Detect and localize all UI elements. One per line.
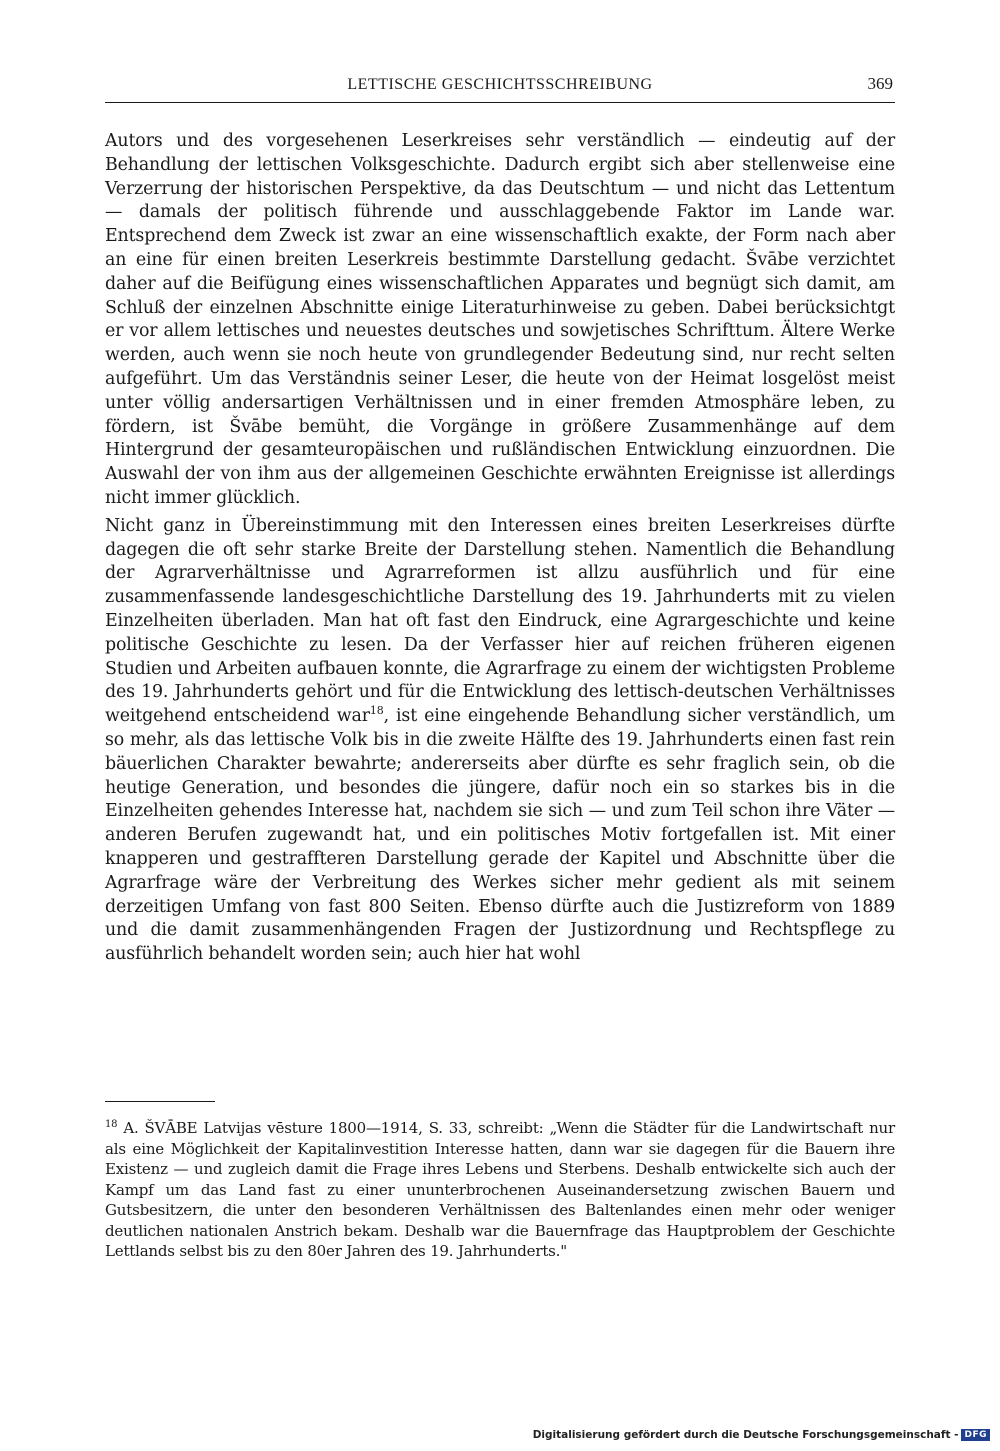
running-header bbox=[105, 74, 895, 103]
paragraph-1 bbox=[105, 130, 895, 511]
running-title: LETTISCHE GESCHICHTSSCHREIBUNG bbox=[347, 76, 653, 93]
paragraph-1-text: Autors und des vorgesehenen Leserkreises sehr verständlich — eindeutig auf der Behandlung der lettischen Volksgeschichte. Dadurch ergibt sich aber stellenweise eine Verzerrung der historischen Perspektive, da das Deutschtum — und nicht das Lettentum — damals der politisch führende und ausschlaggebende Faktor im Lande war. Entsprechend dem Zweck ist zwar an eine wissenschaftlich exakte, der Form nach aber an eine für einen breiten Leserkreis bestimmte Darstellung gedacht. Švābe verzichtet daher auf die Beifügung eines wissenschaftlichen Apparates und begnügt sich damit, am Schluß der einzelnen Abschnitte einige Literaturhinweise zu geben. Dabei berücksichtgt er vor allem lettisches und neuestes deutsches und sowjetisches Schrifttum. Ältere Werke werden, auch wenn sie noch heute von grundlegender Bedeutung sind, nur recht selten aufgeführt. Um das Verständnis seiner Leser, die heute von der Heimat losgelöst meist unter völlig andersartigen Verhältnissen und in einer fremden Atmosphäre leben, zu fördern, ist Švābe bemüht, die Vorgänge in größere Zusammenhänge auf dem Hintergrund der gesamteuropäischen und rußländischen Entwicklung einzuordnen. Die Auswahl der von ihm aus der allgemeinen Geschichte erwähnten Ereignisse ist allerdings nicht immer glücklich. bbox=[105, 131, 895, 508]
footnote-divider bbox=[105, 1101, 215, 1102]
dfg-logo-icon: DFG bbox=[961, 1429, 990, 1441]
credit-text: Digitalisierung gefördert durch die Deutsche Forschungsgemeinschaft - bbox=[532, 1429, 959, 1441]
footnote-mark: 18 bbox=[105, 1119, 118, 1130]
footnote-text: A. ŠVĀBE Latvijas vēsture 1800—1914, S. 33, schreibt: „Wenn die Städter für die Landwirtschaft nur als eine Möglichkeit der Kapitalinvestition Interesse hatten, dann war sie dagegen für die Bauern ihre Existenz — und zugleich damit die Frage ihres Lebens und Sterbens. Deshalb entwickelte sich auch der Kampf um das Land fast zu einer ununterbrochenen Auseinandersetzung zwischen Bauern und Gutsbesitzern, die unter den besonderen Verhältnissen des Baltenlandes einen mehr oder weniger deutlichen nationalen Anstrich bekam. Deshalb war die Bauernfrage das Hauptproblem der Geschichte Lettlands selbst bis zu den 80er Jahren des 19. Jahrhunderts." bbox=[105, 1119, 895, 1260]
paragraph-2-text-after: , ist eine eingehende Behandlung sicher verständlich, um so mehr, als das lettische Volk bis in die zweite Hälfte des 19. Jahrhunderts einen fast rein bäuerlichen Charakter bewahrte; andererseits aber dürfte es sehr fraglich sein, ob die heutige Generation, und besondes die jüngere, dafür noch ein so starkes bis in die Einzelheiten gehendes Interesse hat, nachdem sie sich — und zum Teil schon ihre Väter — anderen Berufen zugewandt hat, und ein politisches Motiv fortgefallen ist. Mit einer knapperen und gestraffteren Darstellung gerade der Kapitel und Abschnitte über die Agrarfrage wäre der Verbreitung des Werkes sicher mehr gedient als mit seinem derzeitigen Umfang von fast 800 Seiten. Ebenso dürfte auch die Justizreform von 1889 und die damit zusammenhängenden Fragen der Justizordnung und Rechtspflege zu ausführlich behandelt worden sein; auch hier hat wohl bbox=[105, 706, 895, 965]
footnote-reference[interactable]: 18 bbox=[369, 704, 384, 718]
digitization-credit bbox=[533, 1429, 990, 1441]
paragraph-2 bbox=[105, 515, 895, 967]
main-text bbox=[105, 130, 895, 967]
page-number: 369 bbox=[867, 74, 893, 93]
footnote-18 bbox=[105, 1118, 895, 1262]
paragraph-2-text-before: Nicht ganz in Übereinstimmung mit den Interessen eines breiten Leserkreises dürfte dagegen die oft sehr starke Breite der Darstellung stehen. Namentlich die Behandlung der Agrarverhältnisse und Agrarreformen ist allzu ausführlich und für eine zusammenfassende landesgeschichtliche Darstellung des 19. Jahrhunderts mit zu vielen Einzelheiten überladen. Man hat oft fast den Eindruck, eine Agrargeschichte und keine politische Geschichte zu lesen. Da der Verfasser hier auf reichen früheren eigenen Studien und Arbeiten aufbauen konnte, die Agrarfrage zu einem der wichtigsten Probleme des 19. Jahrhunderts gehört und für die Entwicklung des lettisch-deutschen Verhältnisses weitgehend entscheidend war bbox=[105, 515, 895, 727]
